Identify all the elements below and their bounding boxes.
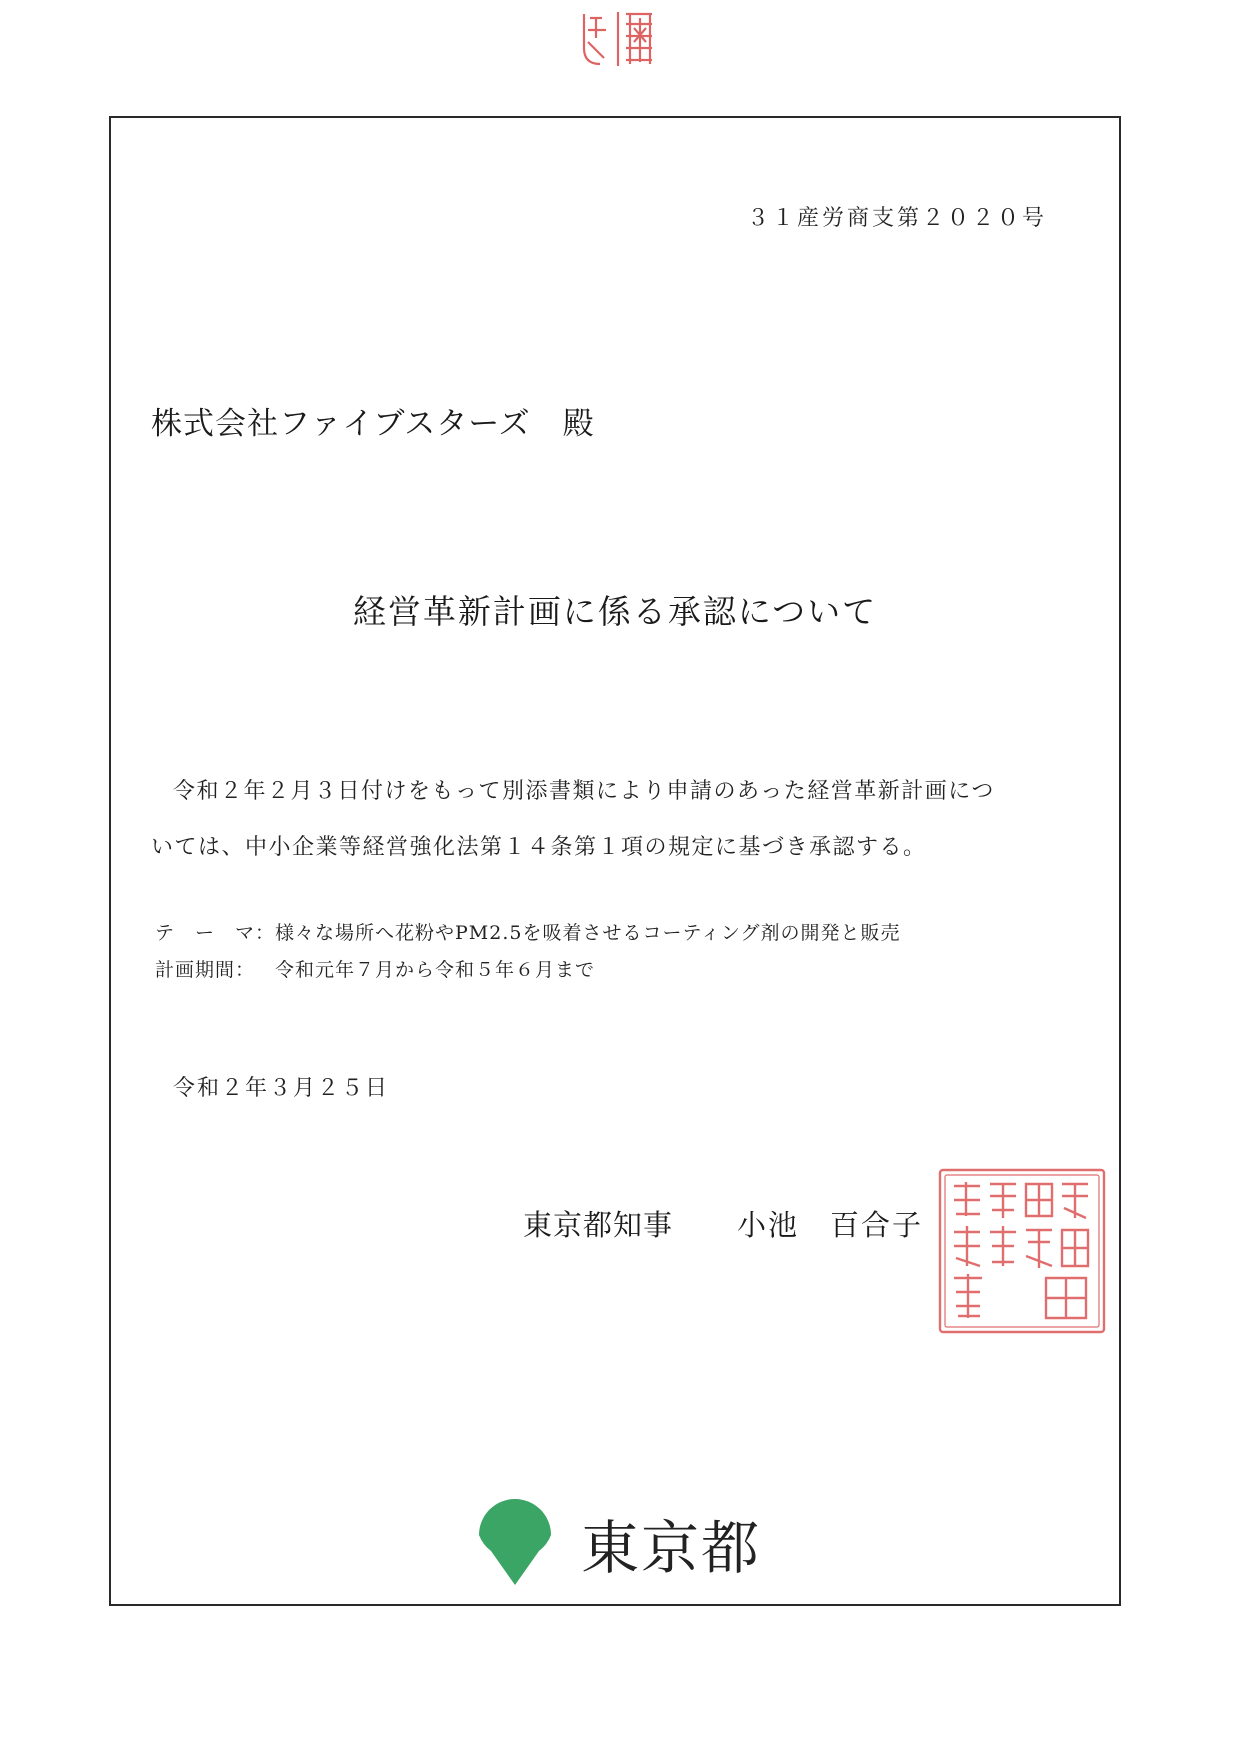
document-number: ３１産労商支第２０２０号 <box>746 206 1047 231</box>
official-seal-stamp <box>936 1166 1108 1336</box>
theme-value: 様々な場所へ花粉やPM2.5を吸着させるコーティング剤の開発と販売 <box>275 922 901 944</box>
period-value: 令和元年７月から令和５年６月まで <box>275 959 596 981</box>
theme-row <box>155 918 901 945</box>
body-text-line-1: 令和２年２月３日付けをもって別添書類により申請のあった経営革新計画につ <box>173 779 995 804</box>
period-row <box>155 955 595 982</box>
top-seal-stamp <box>578 8 658 70</box>
document-frame <box>109 116 1121 1606</box>
signer-name: 小池 百合子 <box>737 1208 924 1242</box>
signer-title: 東京都知事 <box>523 1208 674 1242</box>
signer <box>523 1203 923 1244</box>
body-text-line-2: いては、中小企業等経営強化法第１４条第１項の規定に基づき承認する。 <box>151 835 927 860</box>
ginkgo-leaf-icon <box>471 1499 559 1587</box>
tokyo-metropolitan-logo <box>471 1498 761 1588</box>
issue-date: 令和２年３月２５日 <box>173 1076 390 1101</box>
period-label: 計画期間： <box>155 959 256 981</box>
logo-text: 東京都 <box>581 1514 762 1582</box>
document-subject: 経営革新計画に係る承認について <box>352 592 878 631</box>
theme-label: テ ー マ： <box>155 922 276 944</box>
addressee: 株式会社ファイブスターズ 殿 <box>151 406 595 442</box>
